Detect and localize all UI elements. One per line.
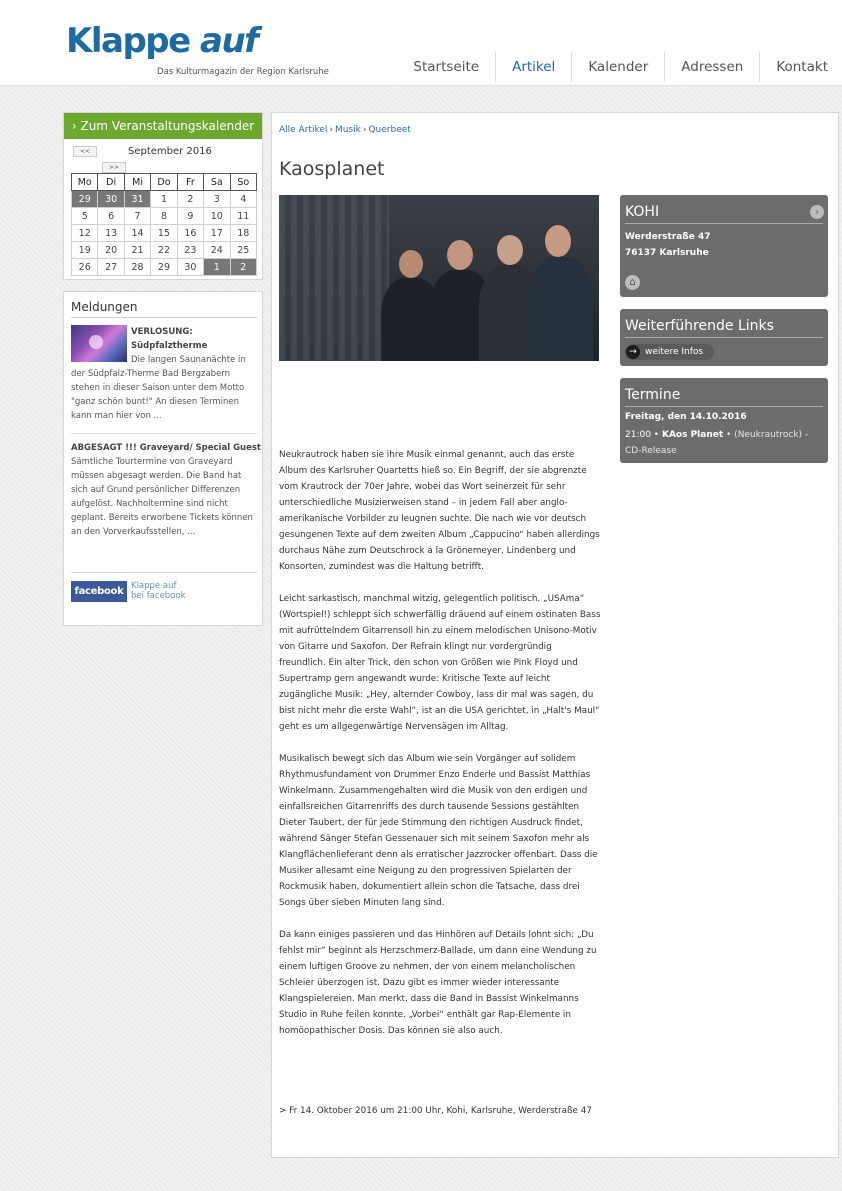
calendar-day[interactable]: 8	[151, 208, 177, 225]
calendar-next-button[interactable]: >>	[102, 162, 126, 173]
facebook-link-line2: bei facebook	[131, 591, 186, 601]
news-item-text: Sämtliche Tourtermine von Graveyard müssen abgesagt werden. Die Band hat sich auf Grund persönlicher Differenzen aufgelöst. Nachholtermine sind nicht geplant. Bereits erworbene Tickets können an den Vorverkaufsstellen, ...	[71, 457, 253, 537]
breadcrumb-separator: ›	[362, 125, 367, 135]
main-nav	[397, 52, 842, 82]
article-body	[279, 447, 601, 1055]
article-title: Kaosplanet	[279, 158, 385, 180]
news-item-text: Die langen Saunanächte in der Südpfalz-Therme Bad Bergzabern stehen in dieser Saison unter dem Motto "ganz schön bunt!" An diesen Terminen kann man hier von ...	[71, 355, 246, 421]
calendar-weekday-row	[72, 174, 257, 191]
news-item-title[interactable]: VERLOSUNG: Südpfalztherme	[131, 327, 208, 351]
breadcrumb	[279, 125, 411, 135]
calendar-day[interactable]: 1	[204, 259, 230, 276]
calendar-day[interactable]: 19	[72, 242, 98, 259]
weekday-label: Mi	[124, 174, 150, 191]
weekday-label: Sa	[204, 174, 230, 191]
calendar-day[interactable]: 17	[204, 225, 230, 242]
facebook-logo[interactable]: facebook	[71, 581, 127, 602]
calendar-month: September 2016	[128, 146, 212, 157]
calendar-day[interactable]: 25	[230, 242, 256, 259]
calendar-day[interactable]: 22	[151, 242, 177, 259]
calendar-day[interactable]: 23	[177, 242, 203, 259]
news-item-title[interactable]: ABGESAGT !!! Graveyard/ Special Guest	[71, 443, 261, 453]
calendar-day[interactable]: 30	[177, 259, 203, 276]
event-name-link[interactable]: KAos Planet	[661, 430, 724, 440]
event-calendar-link[interactable]: › Zum Veranstaltungskalender	[64, 113, 262, 139]
more-info-button[interactable]	[625, 344, 714, 360]
logo-main-text: Klappe	[66, 21, 201, 61]
event-info-line: > Fr 14. Oktober 2016 um 21:00 Uhr, Kohi, Karlsruhe, Werderstraße 47	[279, 1106, 592, 1116]
calendar-day[interactable]: 11	[230, 208, 256, 225]
calendar-day[interactable]: 26	[72, 259, 98, 276]
home-icon[interactable]: ⌂	[625, 275, 640, 290]
calendar-day[interactable]: 21	[124, 242, 150, 259]
calendar-day[interactable]: 31	[124, 191, 150, 208]
news-widget	[63, 291, 263, 626]
calendar-week	[72, 242, 257, 259]
arrow-right-circle-icon[interactable]: ›	[810, 205, 824, 219]
facebook-link[interactable]	[131, 581, 241, 601]
nav-kalender[interactable]: Kalender	[571, 52, 664, 82]
weekday-label: Fr	[177, 174, 203, 191]
nav-artikel[interactable]: Artikel	[495, 52, 571, 82]
calendar-day[interactable]: 14	[124, 225, 150, 242]
weekday-label: So	[230, 174, 256, 191]
calendar-day[interactable]: 29	[151, 259, 177, 276]
calendar-day[interactable]: 13	[98, 225, 124, 242]
weekday-label: Do	[151, 174, 177, 191]
facebook-link-line1: Klappe auf	[131, 581, 177, 591]
article-container	[271, 112, 839, 1158]
calendar-week	[72, 191, 257, 208]
news-heading: Meldungen	[71, 300, 257, 318]
calendar-day[interactable]: 3	[204, 191, 230, 208]
venue-title: KOHI	[625, 203, 823, 224]
article-paragraph: Neukrautrock haben sie ihre Musik einmal genannt, auch das erste Album des Karlsruher Quartetts hieß so. Ein Begriff, der sie abgrenzte vom Krautrock der 70er Jahre, wobei das Wort seinerzeit für sehr unterschiedliche Musizierweisen stand – in jedem Fall aber anglo-amerikanische Vorbilder zu leugnen suchte. Die nach wie vor deutsch gesungenen Texte auf dem zweiten Album „Cappucino“ haben allerdings durchaus Nähe zum Deutschrock á la Grönemeyer, Lindenberg und Konsorten, zumindest was die Haltung betrifft.	[279, 450, 600, 572]
calendar-prev-button[interactable]: <<	[73, 146, 97, 157]
photo-background-wall	[279, 195, 389, 361]
calendar-day[interactable]: 2	[230, 259, 256, 276]
calendar-week	[72, 225, 257, 242]
event-description: • (Neukrautrock) - CD-Release	[625, 430, 809, 456]
calendar-day[interactable]: 10	[204, 208, 230, 225]
calendar-day[interactable]: 4	[230, 191, 256, 208]
site-logo[interactable]	[66, 21, 258, 61]
calendar-day[interactable]: 30	[98, 191, 124, 208]
calendar-day[interactable]: 12	[72, 225, 98, 242]
news-divider	[71, 433, 257, 434]
dates-box	[620, 378, 828, 463]
weekday-label: Di	[98, 174, 124, 191]
calendar-day[interactable]: 16	[177, 225, 203, 242]
calendar-day[interactable]: 27	[98, 259, 124, 276]
dates-title: Termine	[625, 386, 823, 407]
venue-address	[625, 229, 711, 261]
arrow-right-icon: →	[626, 345, 640, 359]
venue-city: 76137 Karlsruhe	[625, 248, 709, 258]
calendar-day[interactable]: 2	[177, 191, 203, 208]
nav-adressen[interactable]: Adressen	[664, 52, 759, 82]
calendar-day[interactable]: 20	[98, 242, 124, 259]
logo-italic-text: auf	[200, 21, 258, 61]
calendar-day[interactable]: 29	[72, 191, 98, 208]
event-time: 21:00 •	[625, 430, 662, 440]
site-tagline: Das Kulturmagazin der Region Karlsruhe	[157, 67, 329, 77]
calendar-week	[72, 208, 257, 225]
links-box	[620, 309, 828, 366]
calendar-day[interactable]: 24	[204, 242, 230, 259]
breadcrumb-querbeet[interactable]: Querbeet	[368, 125, 411, 135]
calendar-day[interactable]: 5	[72, 208, 98, 225]
weekday-label: Mo	[72, 174, 98, 191]
calendar-day[interactable]: 1	[151, 191, 177, 208]
more-info-label: weitere Infos	[645, 347, 704, 357]
calendar-nav	[64, 139, 262, 173]
breadcrumb-separator: ›	[329, 125, 333, 135]
article-paragraph: Musikalisch bewegt sich das Album wie sein Vorgänger auf solidem Rhythmusfundament von Drummer Enzo Enderle und Bassist Matthias Winkelmann. Zusammengehalten wird die Musik von den erdigen und einfallsreichen Gitarrenriffs des durch tausende Sessions gestählten Dieter Taubert, der für jede Stimmung den richtigen Ausdruck findet, während Sänger Stefan Gessenauer sich mit seinem Saxofon mehr als Klangflächenlieferant denn als erratischer Jazzrocker offenbart. Dass die Musiker allesamt eine Neigung zu den progressiven Spielarten der Rockmusik haben, dokumentiert allein schon die Tatsache, dass drei Songs über sieben Minuten lang sind.	[279, 754, 598, 908]
article-paragraph: Leicht sarkastisch, manchmal witzig, gelegentlich politisch. „USAma“ (Wortspiel!) schleppt sich schwerfällig dräuend auf einem ostinaten Bass mit aufrüttelndem Gitarrensoll hin zu einem melodischen Unisono-Motiv von Gitarre und Saxofon. Der Refrain klingt nur vordergründig freundlich. Ein alter Trick, den schon von Größen wie Pink Floyd und Supertramp gern angewandt wurde: Kritische Texte auf leicht zugängliche Musik: „Hey, alternder Cowboy, lass dir mal was sagen, du bist nicht mehr die erste Wahl“, ist an die USA gerichtet, in „Halt's Maul“ geht es um allgegenwärtige Nervensägen im Alltag.	[279, 594, 601, 732]
breadcrumb-musik[interactable]: Musik	[334, 125, 361, 135]
links-title: Weiterführende Links	[625, 317, 823, 338]
site-header	[0, 0, 842, 86]
nav-startseite[interactable]: Startseite	[413, 59, 480, 75]
band-photo	[279, 195, 599, 361]
venue-box	[620, 195, 828, 297]
calendar-widget	[63, 112, 263, 280]
calendar-day[interactable]: 6	[98, 208, 124, 225]
calendar-grid	[71, 173, 257, 276]
venue-street: Werderstraße 47	[625, 232, 711, 242]
breadcrumb-all-articles[interactable]: Alle Artikel	[279, 125, 328, 135]
nav-kontakt[interactable]: Kontakt	[759, 52, 842, 82]
news-divider	[71, 572, 257, 573]
calendar-day[interactable]: 18	[230, 225, 256, 242]
article-paragraph: Da kann einiges passieren und das Hinhören auf Details lohnt sich: „Du fehlst mir“ beginnt als Herzschmerz-Ballade, um dann eine Wendung zu einem luftigen Groove zu nehmen, der von einem melancholischen Schleier überzogen ist. Dazu gibt es immer wieder interessante Klangspielereien. Man merkt, dass die Band in Bassist Winkelmanns Studio in Ruhe feilen konnte. „Vorbei“ enthält gar Rap-Elemente in homöopathischer Dosis. Das können sie also auch.	[279, 930, 597, 1036]
calendar-day[interactable]: 9	[177, 208, 203, 225]
calendar-week	[72, 259, 257, 276]
calendar-day[interactable]: 28	[124, 259, 150, 276]
event-entry	[625, 427, 821, 459]
event-date: Freitag, den 14.10.2016	[625, 412, 747, 422]
calendar-day[interactable]: 7	[124, 208, 150, 225]
calendar-day[interactable]: 15	[151, 225, 177, 242]
